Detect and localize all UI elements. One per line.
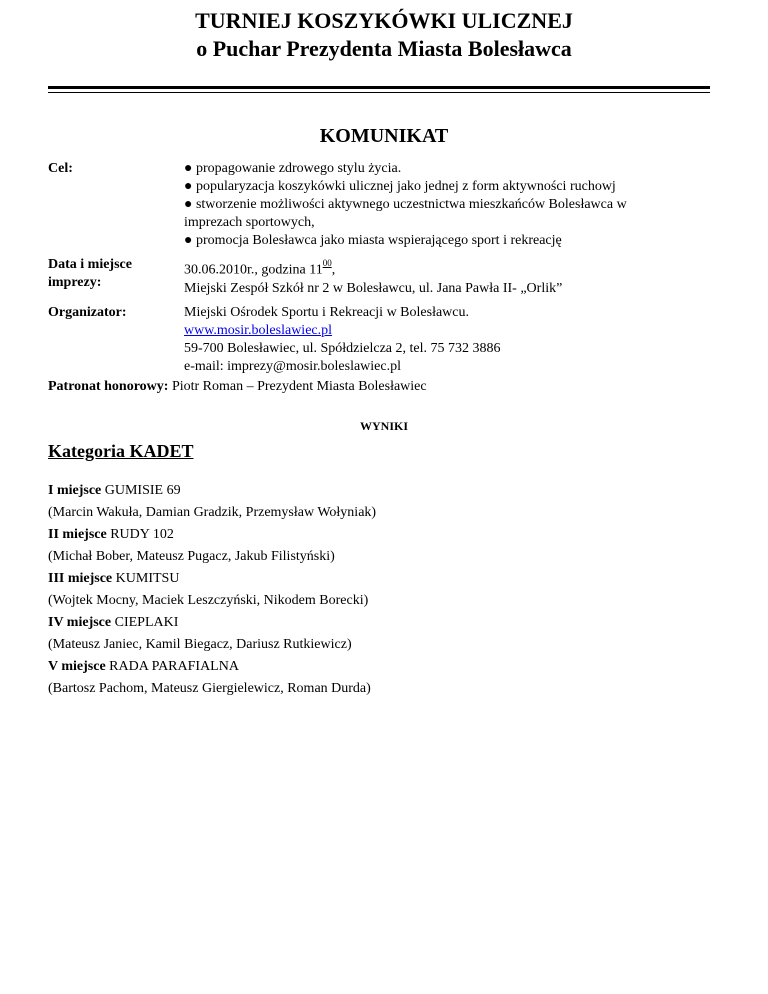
result-team: RADA PARAFIALNA (105, 659, 239, 674)
result-team: CIEPLAKI (111, 615, 179, 630)
organizer-email: e-mail: imprezy@mosir.boleslawiec.pl (184, 359, 401, 374)
result-place: IV miejsce (48, 615, 112, 630)
document-title: TURNIEJ KOSZYKÓWKI ULICZNEJ (195, 8, 573, 33)
patronage-label: Patronat honorowy: (48, 379, 169, 394)
results-list (48, 482, 708, 702)
result-team: GUMISIE 69 (101, 483, 181, 498)
result-place: II miejsce (48, 527, 107, 542)
event-date (184, 256, 684, 280)
result-place-row (48, 614, 708, 636)
event-place: Miejski Zespół Szkół nr 2 w Bolesławcu, ul. Jana Pawła II- „Orlik” (184, 280, 563, 296)
result-players: (Wojtek Mocny, Maciek Leszczyński, Nikodem Borecki) (48, 593, 369, 608)
cel-item: ● propagowanie zdrowego stylu życia. (184, 161, 402, 176)
header-divider-thick (48, 86, 710, 89)
event-date-suffix: , (331, 262, 336, 278)
result-team: KUMITSU (112, 571, 180, 586)
date-place-label-line2: imprezy: (48, 275, 102, 290)
cel-item: ● stworzenie możliwości aktywnego uczestnictwa mieszkańców Bolesławca w (184, 197, 627, 212)
result-team: RUDY 102 (106, 527, 174, 542)
organizer-value (184, 304, 684, 376)
patronage-line (48, 378, 427, 396)
organizer-name: Miejski Ośrodek Sportu i Rekreacji w Bolesławcu. (184, 305, 470, 320)
date-place-label (48, 256, 173, 292)
event-time-minutes: 00 (322, 258, 332, 268)
result-players: (Michał Bober, Mateusz Pugacz, Jakub Filistyński) (48, 549, 335, 564)
category-heading: Kategoria KADET (48, 441, 194, 461)
header-divider-thin (48, 92, 710, 93)
results-heading: WYNIKI (359, 419, 408, 433)
result-players: (Bartosz Pachom, Mateusz Giergielewicz, Roman Durda) (48, 681, 371, 696)
cel-item: ● popularyzacja koszykówki ulicznej jako jednej z form aktywności ruchowj (184, 179, 616, 194)
result-players: (Mateusz Janiec, Kamil Biegacz, Dariusz Rutkiewicz) (48, 637, 352, 652)
result-place-row (48, 658, 708, 680)
cel-list (184, 160, 684, 250)
result-place: I miejsce (48, 483, 102, 498)
organizer-label: Organizator: (48, 305, 127, 320)
cel-item: ● promocja Bolesławca jako miasta wspierającego sport i rekreację (184, 233, 562, 248)
cel-label: Cel: (48, 161, 73, 176)
cel-item: imprezach sportowych, (184, 215, 315, 230)
organizer-website-link[interactable]: www.mosir.boleslawiec.pl (184, 323, 333, 338)
event-date-text: 30.06.2010r., godzina 11 (184, 262, 323, 278)
result-place-row (48, 482, 708, 504)
result-place: III miejsce (48, 571, 113, 586)
organizer-address: 59-700 Bolesławiec, ul. Spółdzielcza 2, tel. 75 732 3886 (184, 341, 501, 356)
result-players: (Marcin Wakuła, Damian Gradzik, Przemysław Wołyniak) (48, 505, 377, 520)
result-place: V miejsce (48, 659, 106, 674)
patronage-value: Piotr Roman – Prezydent Miasta Bolesławiec (168, 379, 427, 394)
date-place-label-line1: Data i miejsce (48, 257, 132, 272)
result-place-row (48, 526, 708, 548)
result-place-row (48, 570, 708, 592)
document-subtitle: o Puchar Prezydenta Miasta Bolesławca (196, 36, 572, 61)
date-place-value (184, 256, 684, 298)
section-heading-komunikat: KOMUNIKAT (319, 125, 449, 147)
